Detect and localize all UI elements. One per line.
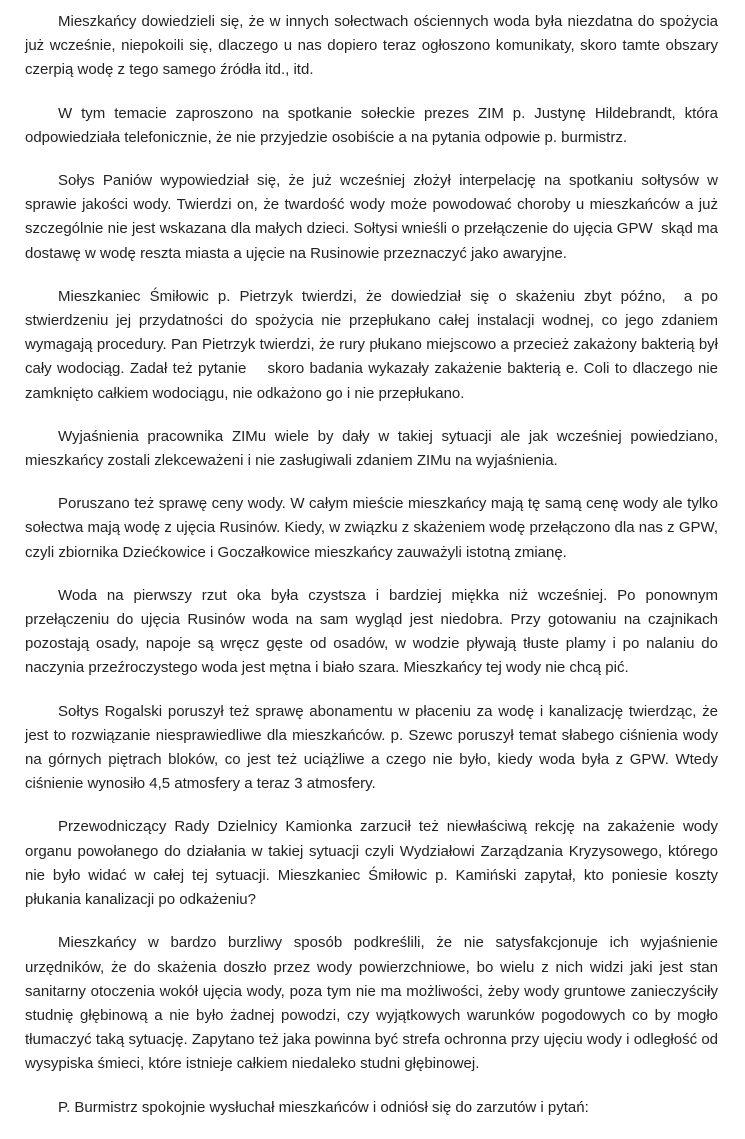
paragraph: Przewodniczący Rady Dzielnicy Kamionka zarzucił też niewłaściwą rekcję na zakażenie wody organu powołanego do działania w takiej sytuacji czyli Wydziałowi Zarządzania Kryzysowego, którego nie było widać w całej tej sytuacji. Mieszkaniec Śmiłowic p. Kamiński zapytał, kto poniesie koszty płukania kanalizacji po odkażeniu? bbox=[25, 818, 723, 909]
paragraph: Sołtys Rogalski poruszył też sprawę abonamentu w płaceniu za wodę i kanalizację twierdząc, że jest to rozwiązanie niesprawiedliwe dla mieszkańców. p. Szewc poruszył temat słabego ciśnienia wody na górnych piętrach bloków, co jest też uciążliwe a czego nie było, kiedy woda była z GPW. Wtedy ciśnienie wynosiło 4,5 atmosfery a teraz 3 atmosfery. bbox=[25, 702, 723, 793]
paragraph: Woda na pierwszy rzut oka była czystsza i bardziej miękka niż wcześniej. Po ponownym przełączeniu do ujęcia Rusinów woda na sam wygląd jest niedobra. Przy gotowaniu na czajnikach pozostają osady, napoje są wręcz gęste od osadów, w wodzie pływają tłuste plamy i po nalaniu do naczynia przeźroczystego woda jest mętna i biało szara. Mieszkańcy tej wody nie chcą pić. bbox=[25, 586, 723, 677]
paragraph: Sołys Paniów wypowiedział się, że już wcześniej złożył interpelację na spotkaniu sołtysów w sprawie jakości wody. Twierdzi on, że twardość wody może powodować choroby u mieszkańców a już szczególnie nie jest wskazana dla małych dzieci. Sołtysi wnieśli o przełączenie do ujęcia GPW skąd ma dostawę w wodę reszta miasta a ujęcie na Rusinowie przeznaczyć jako awaryjne. bbox=[25, 172, 723, 262]
paragraph: Wyjaśnienia pracownika ZIMu wiele by dały w takiej sytuacji ale jak wcześniej powiedziano, mieszkańcy zostali zlekceważeni i nie zasługiwali zdaniem ZIMu na wyjaśnienia. bbox=[25, 427, 723, 470]
paragraph: Mieszkańcy w bardzo burzliwy sposób podkreślili, że nie satysfakcjonuje ich wyjaśnienie urzędników, że do skażenia doszło przez wody powierzchniowe, bo wielu z nich widzi jaki jest stan sanitarny otoczenia wokół ujęcia wody, poza tym nie ma możliwości, żeby wody gruntowe zanieczyściły studnię głębinową a nie było żadnej powodzi, czy wyjątkowych warunków pogodowych co by mogło tłumaczyć taką sytuację. Zapytano też jaka powinna być strefa ochronna przy ujęciu wody i odległość od wysypiska śmieci, które istnieje całkiem niedaleko studni głębinowej. bbox=[25, 934, 723, 1073]
paragraph: W tym temacie zaproszono na spotkanie sołeckie prezes ZIM p. Justynę Hildebrandt, która odpowiedziała telefonicznie, że nie przyjedzie osobiście a na pytania odpowie p. burmistrz. bbox=[25, 104, 723, 146]
paragraph: Mieszkaniec Śmiłowic p. Pietrzyk twierdzi, że dowiedział się o skażeniu zbyt późno, a po stwierdzeniu jej przydatności do spożycia nie przepłukano całej instalacji wodnej, co jego zdaniem wymagają procedury. Pan Pietrzyk twierdzi, że rury płukano miejscowo a przecież zakażony bakterią był cały wodociąg. Zadał też pytanie skoro badania wykazały zakażenie bakterią e. Coli to dlaczego nie zamknięto całkiem wodociągu, nie odkażono go i nie przepłukano. bbox=[25, 287, 723, 402]
paragraph: Poruszano też sprawę ceny wody. W całym mieście mieszkańcy mają tę samą cenę wody ale tylko sołectwa mają wodę z ujęcia Rusinów. Kiedy, w związku z skażeniem wodę przełączono dla nas z GPW, czyli zbiornika Dziećkowice i Goczałkowice mieszkańcy zauważyli istotną zmianę. bbox=[25, 495, 727, 561]
paragraph: P. Burmistrz spokojnie wysłuchał mieszkańców i odniósł się do zarzutów i pytań: bbox=[58, 1098, 589, 1116]
paragraph: Mieszkańcy dowiedzieli się, że w innych sołectwach ościennych woda była niezdatna do spożycia już wcześnie, niepokoili się, dlaczego u nas dopiero teraz ogłoszono komunikaty, skoro tamte obszary czerpią wodę z tego samego źródła itd., itd. bbox=[25, 13, 723, 79]
document-page bbox=[25, 0, 727, 1139]
